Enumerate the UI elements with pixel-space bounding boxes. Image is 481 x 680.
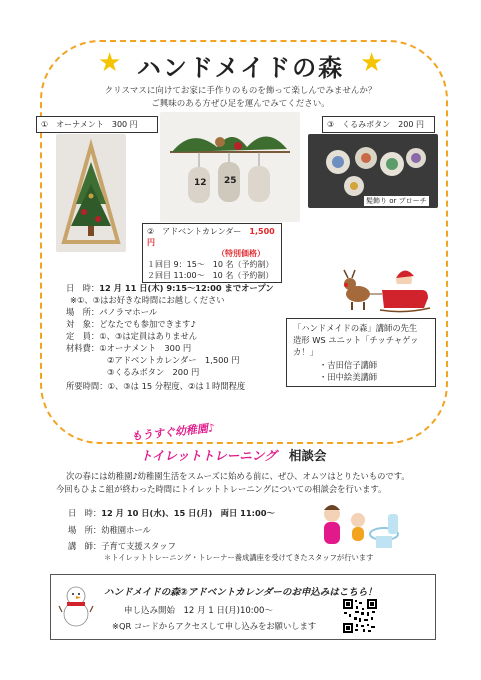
toilet-place-label: 場 所： xyxy=(68,525,102,535)
toilet-lecturer-label: 講 師： xyxy=(68,541,102,551)
item2-price: 1,500 円 xyxy=(147,227,275,247)
toilet-date-value: 12 月 10 日(水)、15 日(月) 両日 11:00～ xyxy=(101,508,275,518)
ornament-photo xyxy=(56,134,126,252)
event-place-label: 場 所： xyxy=(66,307,100,317)
qr-code[interactable] xyxy=(342,598,378,634)
star-icon-left: ★ xyxy=(98,48,122,78)
event-fee-1: ①オーナメント 300 円 xyxy=(99,343,192,353)
event-fee xyxy=(66,342,191,354)
tag-number-right: 25 xyxy=(224,176,237,186)
snowman-illustration xyxy=(58,582,94,628)
teacher-box xyxy=(286,318,436,387)
event-time-label: 所要時間： xyxy=(66,381,108,391)
event-date-label: 日 時： xyxy=(66,283,100,293)
toilet-title-suffix: 相談会 xyxy=(288,448,327,463)
toilet-place xyxy=(68,524,151,537)
intro-line-1: クリスマスに向けてお家に手作りのものを飾って楽しんでみませんか？ xyxy=(104,86,377,96)
item2-name: ② アドベントカレンダー xyxy=(147,227,250,236)
item2-session-2: ２回目 11:00～ 10 名（予約制） xyxy=(147,271,274,280)
event-capacity xyxy=(66,330,197,342)
event-target xyxy=(66,318,196,330)
item2-label-box xyxy=(142,223,282,283)
event-target-value: どなたでも参加できます♪ xyxy=(99,319,196,329)
toilet-kicker: もうすぐ幼稚園♪ xyxy=(130,421,216,444)
item1-label: ① オーナメント 300 円 xyxy=(36,116,158,133)
event-capacity-label: 定 員： xyxy=(66,331,100,341)
toilet-lecturer-value: 子育て支援スタッフ xyxy=(101,541,176,551)
toilet-title: トイレットトレーニング xyxy=(140,448,277,463)
item2-special-note: （特別価格） xyxy=(217,249,265,258)
item3-label: ③ くるみボタン 200 円 xyxy=(322,116,435,133)
toilet-title-row xyxy=(140,446,326,464)
toilet-place-value: 幼稚園ホール xyxy=(101,525,151,535)
teacher-line-4: ・田中絵美講師 xyxy=(319,371,378,382)
intro-line-2: ご興味のある方ぜひ足を運んでみてください。 xyxy=(151,99,330,109)
item3-caption: 髪飾り or ブローチ xyxy=(366,197,427,205)
teacher-line-1: 「ハンドメイドの森」講師の先生 xyxy=(293,323,418,333)
event-date xyxy=(66,282,274,294)
advent-calendar-photo xyxy=(160,112,300,222)
toilet-lecturer xyxy=(68,540,176,553)
event-time xyxy=(66,380,245,392)
event-target-label: 対 象： xyxy=(66,319,100,329)
event-place xyxy=(66,306,157,318)
event-fee-label: 材料費： xyxy=(66,343,100,353)
toilet-body-2: 今回もひよこ組が終わった時間にトイレットトレーニングについての相談会を行います。 xyxy=(56,484,387,494)
event-time-value: ①、③は 15 分程度、②は１時間程度 xyxy=(107,381,246,391)
toilet-date-label: 日 時： xyxy=(68,508,102,518)
santa-sleigh-illustration xyxy=(340,264,436,314)
event-capacity-value: ①、③は定員はありません xyxy=(99,331,198,341)
toilet-body-1: 次の春には幼稚園♪幼稚園生活をスムーズに始める前に、ぜひ、オムツはとりたいものです。 xyxy=(66,471,410,481)
apply-title: ハンドメイドの森②アドベントカレンダーのお申込みはこちら！ xyxy=(104,587,377,598)
event-fee-3: ③くるみボタン 200 円 xyxy=(107,367,200,377)
toilet-lecturer-note: ＊トイレットトレーニング・トレーナー養成講座を受けてきたスタッフが行います xyxy=(104,553,374,562)
event-date-value: 12 月 11 日(木) 9:15～12:00 までオープン xyxy=(99,283,274,293)
star-icon-right: ★ xyxy=(360,48,384,78)
event-place-value: パノラマホール xyxy=(99,307,158,317)
apply-note: ※QR コードからアクセスして申し込みをお願いします xyxy=(112,621,317,631)
teacher-line-3: ・吉田信子講師 xyxy=(319,359,378,370)
event-fee-2: ②アドベントカレンダー 1,500 円 xyxy=(107,355,240,365)
toilet-date xyxy=(68,507,275,520)
apply-start: 申し込み開始 12 月 1 日(月)10:00～ xyxy=(124,606,273,616)
teacher-line-2: 造形 WS ユニット「チッチャゲッカ！」 xyxy=(293,335,419,358)
event-date-note: ※①、③はお好きな時間にお越しください xyxy=(70,295,225,305)
page-title: ハンドメイドの森 xyxy=(136,54,345,82)
item2-session-1: １回目 9：15～ 10 名（予約制） xyxy=(147,260,274,269)
potty-training-illustration xyxy=(318,500,406,552)
tag-number-left: 12 xyxy=(194,178,207,188)
